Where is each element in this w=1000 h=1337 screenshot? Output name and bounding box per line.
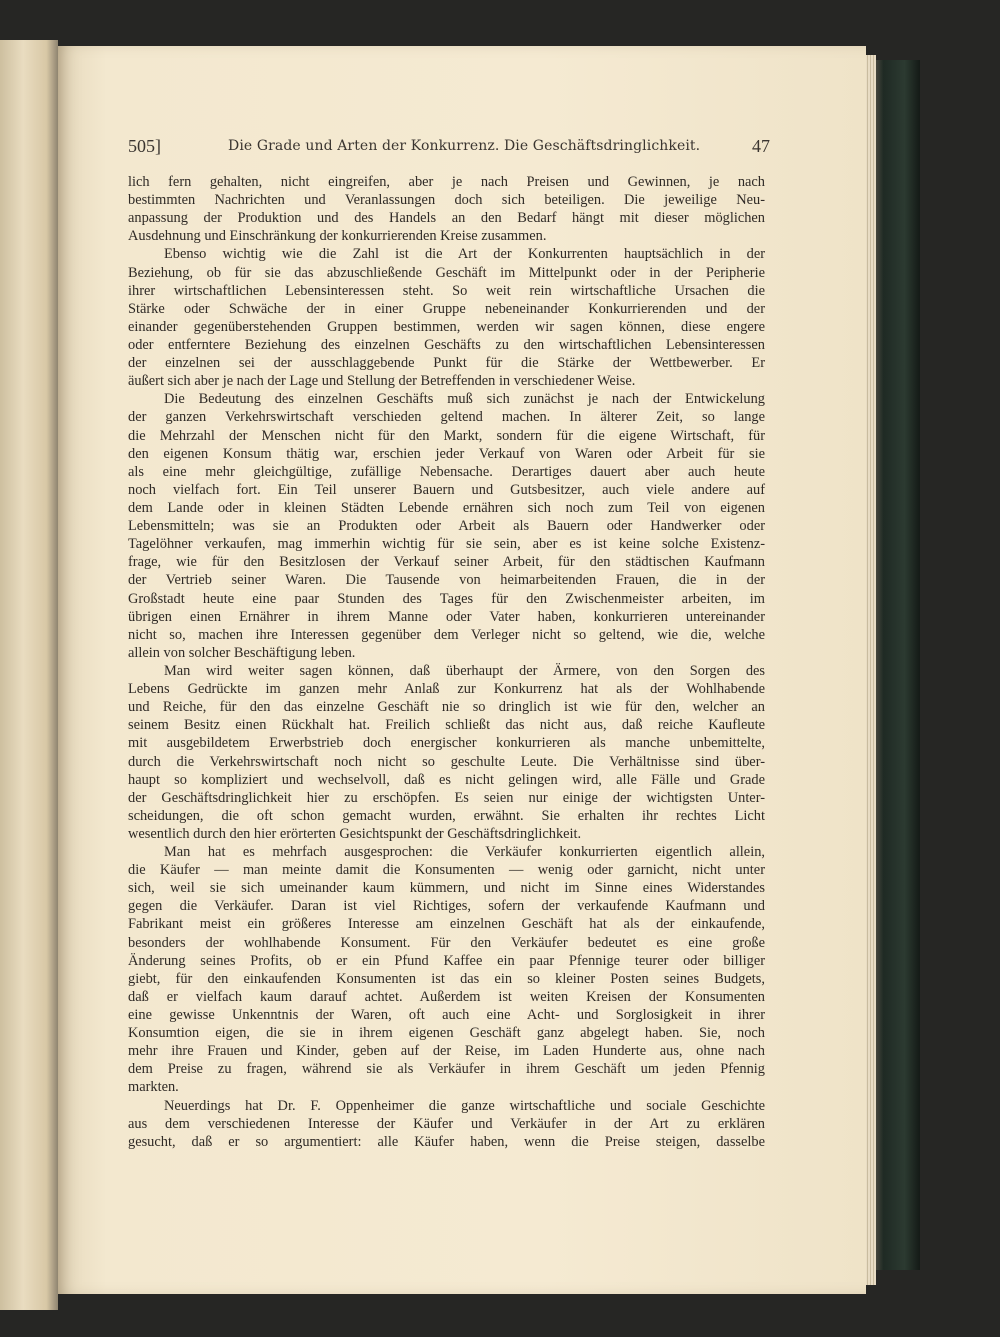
text-line: mehr ihre Frauen und Kinder, geben auf der Reise, im Laden Hunderte aus, ohne nach	[128, 1043, 765, 1060]
text-line: und Reiche, für den das einzelne Geschäft nie so dringlich ist wie für den, welcher an	[128, 699, 765, 716]
book-page	[58, 46, 866, 1294]
text-line: Großstadt heute eine paar Stunden des Tages für den Zwischenmeister arbeiten, im	[128, 590, 765, 607]
text-line: bestimmten Nachrichten und Veranlassungen doch sich beteiligen. Die jeweilige Neu-	[128, 192, 765, 209]
text-line: haupt so kompliziert und wechselvoll, daß es nicht gelingen wird, alle Fälle und Grade	[128, 771, 765, 788]
text-line: daß er vielfach kaum darauf achtet. Außerdem ist weiten Kreisen der Konsumenten	[128, 988, 765, 1005]
text-line: als eine mehr gleichgültige, zufällige Nebensache. Derartiges dauert aber auch heute	[128, 463, 765, 480]
text-line: Stärke oder Schwäche der in einer Gruppe nebeneinander Konkurrierenden und der	[128, 300, 765, 317]
text-line: Konsumtion eigen, die sie in ihrem eigenen Geschäft ganz abgelegt haben. Sie, noch	[128, 1025, 765, 1042]
text-line: Lebensmitteln; was sie an Produkten oder Arbeit als Bauern oder Handwerker oder	[128, 518, 765, 535]
text-line: gegen die Verkäufer. Daran ist viel Richtiges, sofern der verkaufende Kaufmann und	[128, 898, 765, 915]
paragraph	[128, 843, 765, 1097]
text-line: dem Lande oder in kleinen Städten Lebende ernähren sich noch zum Teil von eigenen	[128, 499, 765, 516]
text-line: einander gegenüberstehenden Gruppen bestimmen, werden wir sagen können, diese engere	[128, 318, 765, 335]
text-line: scheidungen, die oft schon gemacht wurden, erwähnt. Sie erhalten ihr rechtes Licht	[128, 807, 765, 824]
text-line: dem Preise zu fragen, während sie als Verkäufer in ihrem Geschäft um jeden Pfennig	[128, 1061, 765, 1078]
paragraph	[128, 390, 765, 662]
text-line: der einzelnen sei der ausschlaggebende Punkt für die Stärke der Wettbewerber. Er	[128, 355, 765, 372]
text-line: Man wird weiter sagen können, daß überhaupt der Ärmere, von den Sorgen des	[164, 662, 765, 679]
text-line: übrigen einen Ernährer in ihrem Manne oder Vater haben, konkurrieren untereinander	[128, 608, 765, 625]
text-line: Fabrikant meist ein größeres Interesse am einzelnen Geschäft hat als der einkaufende,	[128, 916, 765, 933]
text-line: anpassung der Produktion und des Handels an den Bedarf hängt mit dieser möglichen	[128, 210, 765, 227]
text-line: den eigenen Konsum thätig war, erschien jeder Verkauf von Waren oder Arbeit für sie	[128, 445, 765, 462]
paragraph	[128, 662, 765, 843]
text-line: oder entferntere Beziehung des einzelnen Geschäfts zu den wirtschaftlichen Lebensinteressen	[128, 336, 765, 353]
text-line: Lebens Gedrückte im ganzen mehr Anlaß zur Konkurrenz hat als der Wohlhabende	[128, 681, 765, 698]
text-line: Ausdehnung und Einschränkung der konkurrierenden Kreise zusammen.	[128, 228, 547, 245]
text-line: ihrer wirtschaftlichen Lebensinteressen steht. So weit rein wirtschaftliche Ursachen die	[128, 282, 765, 299]
text-line: aus dem verschiedenen Interesse der Käufer und Verkäufer in der Art zu erklären	[128, 1115, 765, 1132]
text-line: äußert sich aber je nach der Lage und Stellung der Betreffenden in verschiedener Weise.	[128, 373, 636, 390]
paragraph	[128, 245, 765, 390]
text-line: Man hat es mehrfach ausgesprochen: die Verkäufer konkurrierten eigentlich allein,	[164, 844, 765, 861]
text-line: besonders der wohlhabende Konsument. Für den Verkäufer bedeutet es eine große	[128, 934, 765, 951]
text-line: noch vielfach fort. Ein Teil unserer Bauern und Gutsbesitzer, auch viele andere auf	[128, 481, 765, 498]
text-line: die Mehrzahl der Menschen nicht für den Markt, sondern für die eigene Wirtschaft, für	[128, 427, 765, 444]
text-line: Tagelöhner verkaufen, mag immerhin wichtig für sie sein, aber es ist keine solche Existenz-	[128, 536, 765, 553]
text-line: seinem Besitz einen Rückhalt hat. Freilich schließt das nicht aus, daß reiche Kaufleute	[128, 717, 765, 734]
text-line: Änderung seines Profits, ob er ein Pfund Kaffee ein paar Pfennige teurer oder billiger	[128, 952, 765, 969]
paragraph	[128, 1097, 765, 1151]
text-line: nicht so, machen ihre Interessen gegenüber dem Verleger nicht so geltend, wie die, welche	[128, 626, 765, 643]
text-line: gesucht, daß er so argumentiert: alle Käufer haben, wenn die Preise steigen, dasselbe	[128, 1133, 765, 1150]
text-line: durch die Verkehrswirtschaft noch nicht so geschulte Leute. Die Verhältnisse sind über-	[128, 753, 765, 770]
facing-page-edge	[0, 40, 58, 1310]
text-line: mit ausgebildetem Erwerbstrieb doch energischer konkurrieren als manche unbemittelte,	[128, 735, 765, 752]
text-line: eine gewisse Unkenntnis der Waren, oft auch eine Acht- und Sorglosigkeit in ihrer	[128, 1007, 765, 1024]
text-line: der Vertrieb seiner Waren. Die Tausende von heimarbeitenden Frauen, die in der	[128, 572, 765, 589]
text-line: lich fern gehalten, nicht eingreifen, aber je nach Preisen und Gewinnen, je nach	[128, 174, 765, 190]
text-line: der ganzen Verkehrswirtschaft verschieden geltend machen. In älterer Zeit, so lange	[128, 409, 765, 426]
original-page-number: 505]	[128, 136, 161, 156]
text-line: giebt, für den einkaufenden Konsumenten ist das ein so kleiner Posten seines Budgets,	[128, 970, 765, 987]
body-text	[128, 173, 765, 1151]
running-header	[128, 136, 768, 158]
text-line: markten.	[128, 1079, 179, 1096]
text-line: wesentlich durch den hier erörterten Gesichtspunkt der Geschäftsdringlichkeit.	[128, 825, 582, 842]
page-number: 47	[752, 136, 770, 156]
text-line: Die Bedeutung des einzelnen Geschäfts muß sich zunächst je nach der Entwickelung	[164, 391, 765, 408]
text-line: Ebenso wichtig wie die Zahl ist die Art der Konkurrenten hauptsächlich in der	[164, 246, 765, 263]
text-line: Neuerdings hat Dr. F. Oppenheimer die ganze wirtschaftliche und sociale Geschichte	[164, 1097, 765, 1114]
text-line: frage, wie für den Besitzlosen der Verkauf seiner Arbeit, für den städtischen Kaufmann	[128, 554, 765, 571]
text-line: der Geschäftsdringlichkeit hier zu erschöpfen. Es seien nur einige der wichtigsten Unter-	[128, 789, 765, 806]
text-line: sich, weil sie sich umeinander kaum kümmern, und nicht im Sinne eines Widerstandes	[128, 880, 765, 897]
text-line: die Käufer — man meinte damit die Konsumenten — wenig oder garnicht, nicht unter	[128, 862, 765, 879]
text-line: Beziehung, ob für sie das abzuschließende Geschäft im Mittelpunkt oder in der Peripherie	[128, 264, 765, 281]
running-title: Die Grade und Arten der Konkurrenz. Die Geschäftsdringlichkeit.	[228, 138, 701, 154]
paragraph	[128, 173, 765, 245]
text-line: allein von solcher Beschäftigung leben.	[128, 644, 356, 661]
